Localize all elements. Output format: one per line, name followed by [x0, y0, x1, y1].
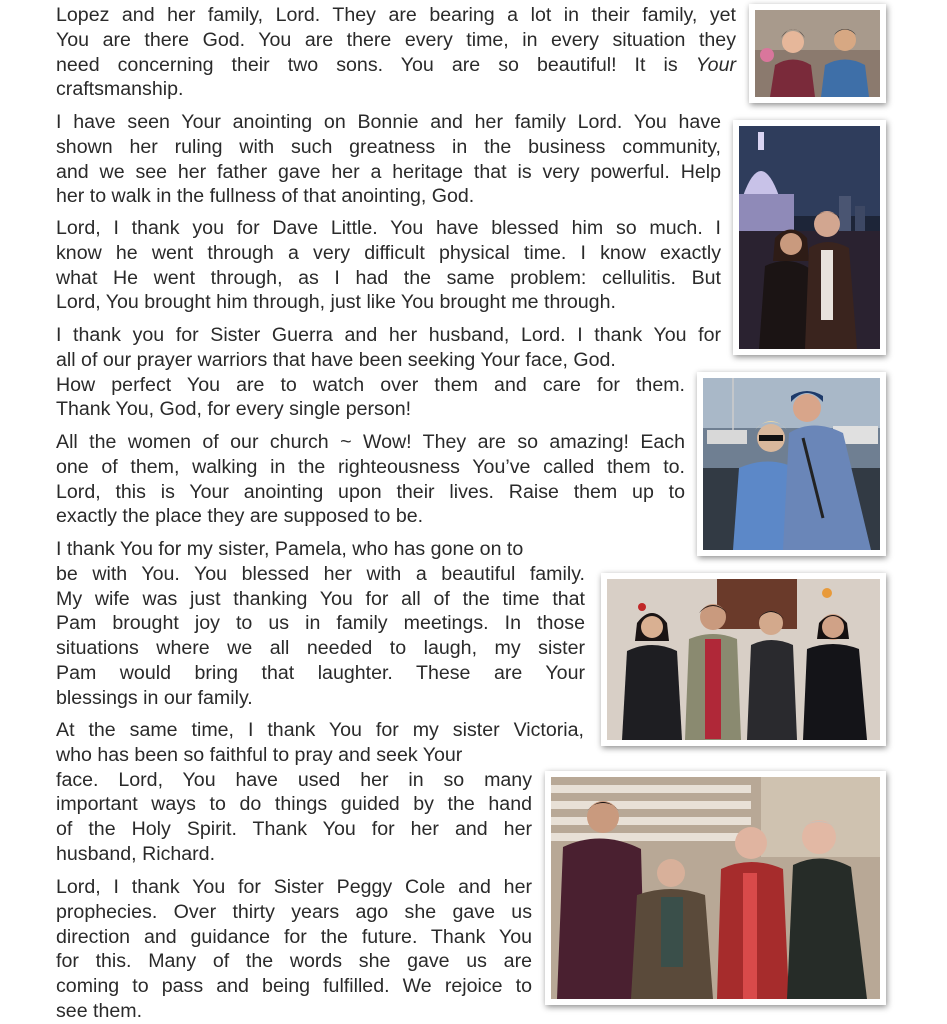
women-group-photo — [601, 573, 886, 746]
text-line: shown her ruling with such greatness in the business community, — [56, 135, 721, 158]
text-line: know he went through a very difficult physical time. I know exactly — [56, 241, 721, 264]
men-group-photo — [545, 771, 886, 1005]
text-line: for this. Many of the words she gave us are — [56, 950, 532, 973]
text-line: Lord, I thank You for Sister Peggy Cole and her — [56, 876, 532, 898]
text-line: and we see her father gave her a heritage that is very powerful. Help — [56, 160, 721, 183]
paragraph-sister-peggy-cole — [56, 875, 532, 1024]
paragraph-sister-pamela — [56, 537, 585, 711]
text-line: You are there God. You are there every time, in every situation they — [56, 28, 736, 51]
harbor-hug-photo — [697, 372, 886, 556]
text-line: How perfect You are to watch over them and care for them. — [56, 373, 685, 396]
text-line: her to walk in the fullness of that anointing, God. — [56, 185, 475, 208]
text-line-part: need concerning their two sons. You are so beautiful! It is — [56, 53, 696, 76]
city-hall-night-photo — [733, 120, 886, 355]
text-line: Pam brought joy to us in family meetings. In those — [56, 612, 585, 635]
text-line: My wife was just thanking You for all of the time that — [56, 587, 585, 610]
paragraph-sister-guerra — [56, 323, 721, 422]
text-line: Lopez and her family, Lord. They are bearing a lot in their family, yet — [56, 4, 736, 26]
paragraph-bonnie-family — [56, 110, 721, 209]
text-line: one of them, walking in the righteousness You’ve called them to. — [56, 455, 685, 478]
text-line: exactly the place they are supposed to be. — [56, 505, 424, 528]
text-line: Thank You, God, for every single person! — [56, 398, 412, 421]
text-line: coming to pass and being fulfilled. We rejoice to — [56, 975, 532, 998]
text-line: blessings in our family. — [56, 686, 253, 709]
text-line: I thank You for my sister, Pamela, who has gone on to — [56, 538, 524, 560]
text-line — [56, 53, 736, 78]
text-line: prophecies. Over thirty years ago she gave us — [56, 900, 532, 923]
text-line: I have seen Your anointing on Bonnie and her family Lord. You have — [56, 111, 721, 133]
paragraph-dave-little — [56, 216, 721, 315]
italic-word: Your — [695, 53, 736, 76]
text-line: Pam would bring that laughter. These are Your — [56, 661, 585, 684]
text-line: situations where we all needed to laugh, my sister — [56, 637, 585, 660]
text-line: Lord, You brought him through, just like You brought me through. — [56, 291, 616, 314]
text-line: of the Holy Spirit. Thank You for her and her — [56, 818, 532, 841]
text-line: Lord, this is Your anointing upon their lives. Raise them up to — [56, 480, 685, 503]
text-line: husband, Richard. — [56, 842, 216, 865]
paragraph-sister-victoria — [56, 718, 584, 867]
text-line: craftsmanship. — [56, 78, 184, 101]
text-line: all of our prayer warriors that have been seeking Your face, God. — [56, 348, 616, 371]
text-line: I thank you for Sister Guerra and her husband, Lord. I thank You for — [56, 324, 721, 346]
text-line: what He went through, as I had the same problem: cellulitis. But — [56, 266, 721, 289]
text-line: who has been so faithful to pray and seek Your — [56, 743, 463, 766]
text-line: important ways to do things guided by the hand — [56, 793, 532, 816]
text-line: see them. — [56, 999, 143, 1022]
paragraph-lopez-family — [56, 3, 736, 102]
text-line: All the women of our church ~ Wow! They are so amazing! Each — [56, 431, 685, 453]
paragraph-women-of-church — [56, 430, 685, 529]
text-line: be with You. You blessed her with a beautiful family. — [56, 562, 585, 585]
text-line: direction and guidance for the future. Thank You — [56, 925, 532, 948]
text-line: face. Lord, You have used her in so many — [56, 768, 532, 791]
text-line: Lord, I thank you for Dave Little. You have blessed him so much. I — [56, 217, 721, 239]
text-line: At the same time, I thank You for my sister Victoria, — [56, 719, 584, 741]
couple-portrait-photo — [749, 4, 886, 103]
